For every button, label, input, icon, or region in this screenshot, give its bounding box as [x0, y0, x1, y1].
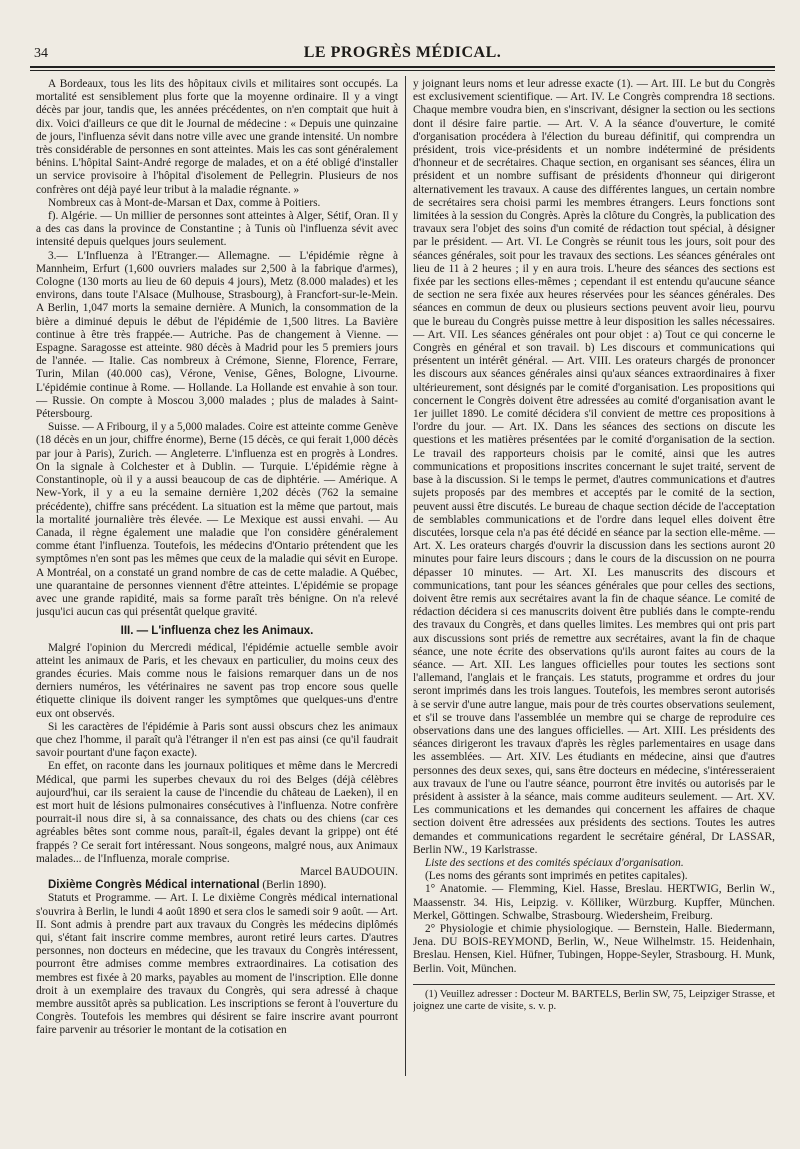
- left-column: [36, 78, 398, 1133]
- congress-heading: [36, 879, 398, 892]
- footnote: (1) Veuillez adresser : Docteur M. BARTELS, Berlin SW, 75, Leipziger Strasse, et joignez une carte de visite, s. v. p.: [413, 988, 775, 1013]
- paragraph: Statuts et Programme. — Art. I. Le dixième Congrès médical international s'ouvrira à Berlin, le lundi 4 août 1890 et sera clos le samedi soir 9 août. — Art. II. Sont admis à prendre part aux travaux du Congrès les médecins diplômés qui, s'étant fait inscrire comme membres, auront retiré leurs cartes. D'autres personnes, non docteurs en médecine, que les travaux du Congrès intéressent, pourront être admises comme membres extraordinaires. La cotisation des membres est fixée à 20 marks, payables au moment de l'inscription. Elle donne droit à un exemplaire des travaux du Congrès, qui sera adressé à chaque membre aussitôt après sa publication. Les inscriptions se feront à l'ouverture du Congrès. Toutefois les membres qui désirent se faire inscrire avant pourront faire parvenir au trésorier le montant de la cotisation en: [36, 892, 398, 1037]
- paragraph: f). Algérie. — Un millier de personnes sont atteintes à Alger, Sétif, Oran. Il y a des cas dans la province de Constantine ; à Tunis où l'influenza sévit avec intensité depuis quelques jours seulement.: [36, 210, 398, 249]
- author-signature: Marcel BAUDOUIN.: [300, 865, 398, 878]
- paragraph: En effet, on raconte dans les journaux politiques et même dans le Mercredi Médical, que parmi les superbes chevaux du roi des Belges (déjà célèbres aujourd'hui, car ils seraient la cause de l'incendie du château de Laeken), il en est mort huit de lésions pulmonaires consécutives à l'influenza. Notre confrère pourrait-il nous dire si, à sa connaissance, des chats ou des chiens (car ces agréables bêtes sont comme nous, paraît-il, égales devant la grippe) ont été frappés ? Ce serait fort intéressant. Nous songeons, malgré nous, aux Animaux malades... de l'Influenza, morale comprise.: [36, 760, 398, 865]
- page-number: 34: [34, 46, 48, 61]
- paragraph: Nombreux cas à Mont-de-Marsan et Dax, comme à Poitiers.: [48, 196, 321, 209]
- paragraph: Si les caractères de l'épidémie à Paris sont aussi obscurs chez les animaux que chez l'homme, il paraît qu'à l'étranger il n'en est pas ainsi (ce qu'il faudrait savoir pourtant d'une façon exacte).: [36, 720, 398, 760]
- paragraph: 3.— L'Influenza à l'Etranger.— Allemagne. — L'épidémie règne à Mannheim, Erfurt (1,600 ouvriers malades sur 2,500 à la fabrique d'armes), Cologne (130 morts au lieu de 60 depuis 4 jours), Metz (8.000 malades) et les environs, dans toute l'Alsace (Mulhouse, Strasbourg), à Francfort-sur-le-Mein. A Berlin, 1,047 morts la semaine dernière. A Munich, la consommation de la bière a diminué depuis le début de l'épidémie de 1,500 litres. La Bavière continue à être très frappée.— Autriche. Pas de changement à Vienne. — Espagne. Saragosse est atteinte. 980 décès à Madrid pour les 5 premiers jours de l'année. — Italie. Cas nombreux à Crémone, Sienne, Florence, Ferrare, Turin, Milan (40.000 cas), Vérone, Venise, Gênes, Bologne, Livourne. L'épidémie continue à Rome. — Hollande. La Hollande est envahie à son tour. — Russie. On compte à Moscou 3,000 malades ; plus de malades à Saint-Pétersbourg.: [36, 249, 398, 421]
- right-column: [413, 78, 775, 1133]
- section-entry: 1° Anatomie. — Flemming, Kiel. Hasse, Breslau. HERTWIG, Berlin W., Maassenstr. 34. His, Leipzig. v. Kölliker, Würzburg. Kupffer, München. Merkel, Göttingen. Schwalbe, Strasbourg. Wiedersheim, Freiburg.: [413, 883, 775, 922]
- congress-heading-suffix: (Berlin 1890).: [259, 879, 327, 892]
- paragraph: A Bordeaux, tous les lits des hôpitaux civils et militaires sont occupés. La mortalité est sensiblement plus forte que la moyenne ordinaire. Il y a vingt décès par jour, tandis que, les années précédentes, on n'en comptait que huit à dix. Voici d'ailleurs ce que dit le Journal de médecine : « Depuis une quinzaine de jours, l'influenza sévit dans notre ville avec une grande intensité. Un nombre très considérable de personnes en sont atteintes. Mais les cas sont généralement bénins. L'hôpital Saint-André regorge de malades, et on a été obligé d'installer un service provisoire à l'hôpital d'isolement de Pellegrin. Plusieurs de nos confrères ont déjà payé leur tribut à la maladie régnante. »: [36, 78, 398, 196]
- section-list-title: Liste des sections et des comités spéciaux d'organisation.: [425, 856, 684, 869]
- column-divider: [405, 76, 406, 1076]
- section-heading-animals: III. — L'influenza chez les Animaux.: [120, 625, 314, 638]
- page-header: [30, 42, 775, 64]
- header-rule-thin: [30, 70, 775, 71]
- section-list-note: (Les noms des gérants sont imprimés en petites capitales).: [425, 870, 688, 883]
- paragraph: Malgré l'opinion du Mercredi médical, l'épidémie actuelle semble avoir atteint les animaux de Paris, et les chevaux en particulier, du moins ceux des grandes écuries. Mais comme nous le faisions remarquer dans un de nos derniers numéros, les vétérinaires ne savent pas trop encore sous quelle étiquette clinique ils doivent ranger les symptômes que quelques-uns d'entre eux ont observés.: [36, 641, 398, 720]
- footnote-rule: [413, 984, 775, 985]
- congress-heading-title: Dixième Congrès Médical international: [48, 879, 260, 892]
- section-entry: 2° Physiologie et chimie physiologique. — Bernstein, Halle. Biedermann, Jena. DU BOIS-REYMOND, Berlin, W., Neue Wilhelmstr. 15. Heidenhain, Breslau. Hensen, Kiel. Hüfner, Tubingen, Hoppe-Seyler, Strasbourg. H. Munk, Berlin. Voit, München.: [413, 923, 775, 975]
- paragraph: y joignant leurs noms et leur adresse exacte (1). — Art. III. Le but du Congrès est exclusivement scientifique. — Art. IV. Le Congrès comprendra 18 sections. Chaque membre voudra bien, en s'inscrivant, désigner la section ou les sections dont il désire faire partie. — Art. V. A la séance d'ouverture, le comité d'organisation procédera à l'élection du bureau définitif, qui comprendra un président, trois vice-présidents et un nombre indéterminé de présidents d'honneur et de secrétaires. Chaque section, en organisant ses séances, élira un président et un nombre suffisant de présidents d'honneur qui dirigeront alternativement les travaux. A cause des différentes langues, un certain nombre de secrétaires sera choisi parmi les membres étrangers. Leurs fonctions sont limitées à la session du Congrès. Après la clôture du Congrès, la publication des travaux sera l'objet des soins d'un comité de rédaction tout spécial, à désigner par le président. — Art. VI. Le Congrès se réunit tous les jours, soit pour des séances générales, soit pour les travaux des sections. Les séances générales ont lieu de 11 à 2 heures ; il y en aura trois. L'heure des séances des sections est fixée par les sections elles-mêmes ; cependant il est entendu qu'aucune séance de section ne sera fixée aux heures réservées pour les séances générales. Des séances en commun de deux ou plusieurs sections peuvent avoir lieu, pourvu que le bureau du Congrès puisse mettre à leur disposition les salles nécessaires. — Art. VII. Les séances générales ont pour objet : a) Tout ce qui concerne le Congrès en général et son travail. b) Les discours et communications qui présentent un intérêt général. — Art. VIII. Les orateurs chargés de prononcer les discours aux séances générales ainsi qu'aux séances extraordinaires à fixer ultérieurement, sont désignés par le comité d'organisation. Les propositions qui concernent le Congrès doivent être adressées au comité d'organisation avant le 1er juillet 1890. Le comité décidera s'il convient de mettre ces propositions à l'ordre du jour. — Art. IX. Dans les séances des sections on discute les questions et les matières présentées par le comité d'organisation de la section. Le travail des rapporteurs choisis par le comité, ainsi que les autres communications et propositions inscrites concernant le sujet traité, servent de base à la discussion. Si le temps le permet, d'autres communications et d'autres sujets proposés par des membres et acceptés par le comité de la section, peuvent aussi être discutés. Le bureau de chaque section décide de l'acceptation de semblables communications et de l'ordre dans lequel elles doivent être discutées, lorsque cela n'a pas été décidé en séance par la section elle-même. — Art. X. Les orateurs chargés d'ouvrir la discussion dans les sections auront 20 minutes pour faire leurs discours ; dans le cours de la discussion on ne pourra dépasser 10 minutes. — Art. XI. Les manuscrits des discours et communications, tant pour les séances générales que pour celles des sections, doivent être remis aux secrétaires avant la fin de chaque séance. Le comité de rédaction décidera si ces manuscrits doivent être publiés dans le compte-rendu des travaux du Congrès, et dans quelles limites. Les membres qui ont pris part aux discussions sont priés de remettre aux secrétaires, avant la fin de chaque séance, une note écrite des observations qu'ils auront faites au cours de la séance. — Art. XII. Les langues officielles pour toutes les sections sont l'allemand, l'anglais et le français. Les statuts, programme et ordres du jour seront imprimés dans les trois langues. Toutefois, les membres seront autorisés à se servir d'une autre langue, mais pour de très courtes observations seulement, et s'il se trouve dans l'assemblée un membre qui se charge de reproduire ces observations dans une des langues officielles. — Art. XIII. Les présidents des séances dirigeront les travaux d'après les règles parlementaires en usage dans les assemblées. — Art. XIV. Les étudiants en médecine, ainsi que d'autres personnes des deux sexes, qui, sans être docteurs en médecine, s'intéresseraient aux travaux de l'une ou l'autre séance, pourront être invités ou autorisés par le président à assister à la séance, mais comme auditeurs seulement. — Art. XV. Les communications et les demandes qui concernent les affaires de chaque section doivent être adressées aux présidents des sections. Toutes les autres demandes et communications regardent le secrétaire général, Dr LASSAR, Berlin NW., 19 Karlstrasse.: [413, 78, 775, 856]
- paragraph: Suisse. — A Fribourg, il y a 5,000 malades. Coire est atteinte comme Genève (18 décès en un jour, chiffre énorme), Berne (15 décès, ce qui ferait 1,000 décès par jour à Paris), Zurich. — Angleterre. L'influenza est en progrès à Londres. On la signale à Colchester et à Dublin. — Turquie. L'épidémie règne à Constantinople, où il y a aussi beaucoup de cas de diphtérie. — Amérique. A New-York, il y a eu la semaine dernière 1,202 décès (762 la semaine précédente), chiffre sans précédent. La situation est la même que partout, mais la mortalité journalière très élevée. — Le Mexique est aussi envahi. — Au Canada, il règne également une maladie que l'on considère généralement comme étant l'influenza. Toutefois, les médecins d'Ontario prétendent que les symptômes n'en sont pas les mêmes que ceux de la maladie qui sévit en Europe. A Montréal, on a constaté un grand nombre de cas de cette maladie. A Québec, une quarantaine de personnes viennent d'être atteintes. L'épidémie se propage avec une grande rapidité, mais sa forme paraît très bénigne. On n'a relevé jusqu'ici aucun cas qui présentât quelque gravité.: [36, 421, 398, 619]
- header-rule: [30, 66, 775, 68]
- journal-title: LE PROGRÈS MÉDICAL.: [303, 44, 502, 61]
